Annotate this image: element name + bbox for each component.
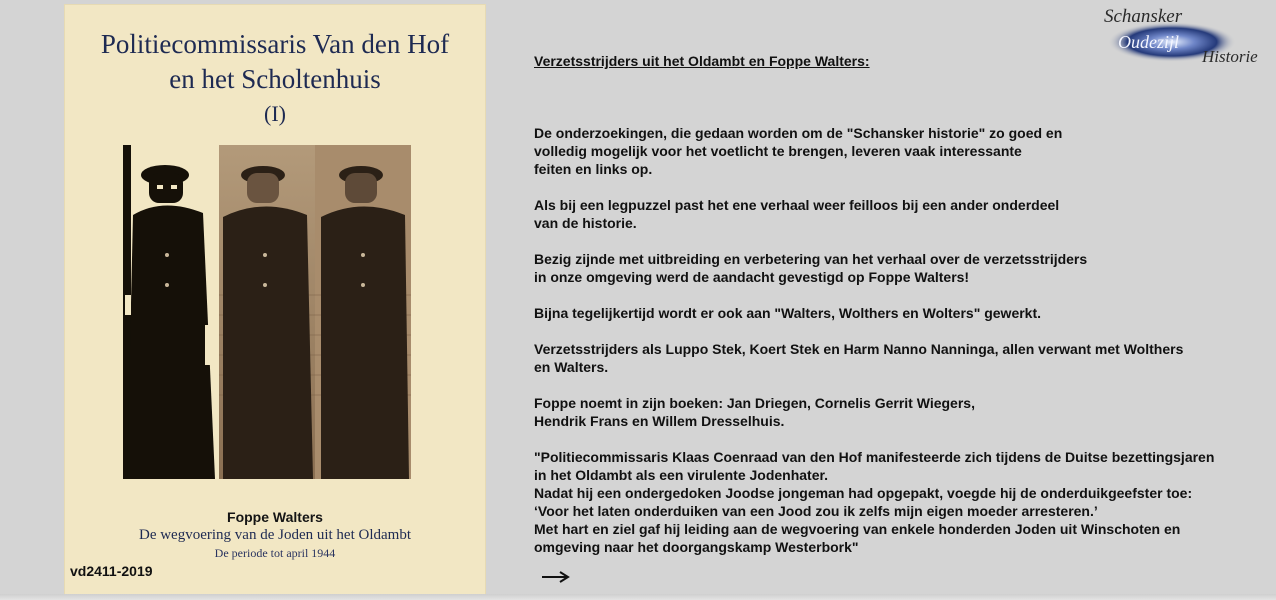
article-line: van de historie. (534, 215, 637, 231)
book-period: De periode tot april 1944 (214, 546, 336, 560)
article-line: Nadat hij een ondergedoken Joodse jongeman had opgepakt, voegde hij de onderduikgeefster toe: (534, 485, 1193, 501)
article-line: De onderzoekingen, die gedaan worden om de "Schansker historie" zo goed en (534, 125, 1063, 141)
article-paragraph (534, 250, 1269, 286)
logo-word-1: Schansker (1104, 6, 1183, 27)
article-paragraph (534, 340, 1269, 376)
book-title-line-1: Politiecommissaris Van den Hof (100, 29, 450, 59)
article-line: feiten en links op. (534, 161, 653, 177)
article-line: Bijna tegelijkertijd wordt er ook aan "Walters, Wolthers en Wolters" gewerkt. (534, 305, 1042, 321)
article-line: Als bij een legpuzzel past het ene verhaal weer feilloos bij een ander onderdeel (534, 197, 1060, 213)
image-code: vd2411-2019 (70, 563, 153, 579)
article-line: Bezig zijnde met uitbreiding en verbetering van het verhaal over de verzetsstrijders (534, 251, 1088, 267)
article-line: in onze omgeving werd de aandacht gevestigd op Foppe Walters! (534, 269, 970, 285)
article-line: "Politiecommissaris Klaas Coenraad van den Hof manifesteerde zich tijdens de Duitse bezettingsjaren (534, 449, 1215, 465)
article-paragraph (534, 196, 1269, 232)
book-subtitle: De wegvoering van de Joden uit het Oldambt (138, 527, 411, 543)
article-line: Verzetsstrijders als Luppo Stek, Koert Stek en Harm Nanno Nanninga, allen verwant met Wolthers (534, 341, 1184, 357)
page-bottom-edge (0, 594, 1276, 600)
cover-photo (123, 145, 411, 479)
book-volume: (I) (264, 101, 286, 126)
arrow-right-icon[interactable] (540, 568, 572, 586)
article-line: Met hart en ziel gaf hij leiding aan de wegvoering van enkele honderden Joden uit Winschoten en (534, 521, 1181, 537)
article-paragraph (534, 304, 1269, 322)
article-line: omgeving naar het doorgangskamp Westerbork" (534, 539, 859, 555)
article (534, 52, 1269, 574)
article-line: in het Oldambt als een virulente Jodenhater. (534, 467, 829, 483)
logo-word-3: Historie (1202, 47, 1258, 66)
book-title-line-2: en het Scholtenhuis (169, 64, 381, 94)
logo-word-2: Oudezijl (1118, 32, 1179, 52)
article-heading: Verzetsstrijders uit het Oldambt en Foppe Walters: (534, 53, 870, 69)
article-body (534, 124, 1269, 556)
book-author: Foppe Walters (227, 509, 323, 525)
article-line: volledig mogelijk voor het voetlicht te brengen, leveren vaak interessante (534, 143, 1022, 159)
article-paragraph (534, 448, 1269, 556)
article-paragraph (534, 394, 1269, 430)
article-line: en Walters. (534, 359, 609, 375)
article-line: Hendrik Frans en Willem Dresselhuis. (534, 413, 785, 429)
article-line: ‘Voor het laten onderduiken van een Jood zou ik zelfs mijn eigen moeder arresteren.’ (534, 503, 1098, 519)
book-cover-image (64, 4, 486, 595)
article-line: Foppe noemt in zijn boeken: Jan Driegen, Cornelis Gerrit Wiegers, (534, 395, 975, 411)
article-paragraph (534, 124, 1269, 178)
